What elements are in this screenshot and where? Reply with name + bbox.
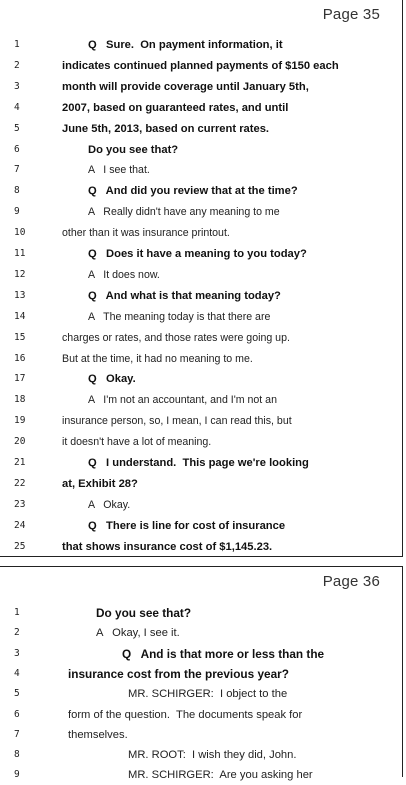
line-number: 17	[14, 373, 26, 385]
line-number: 3	[14, 647, 20, 659]
line-number: 11	[14, 248, 26, 259]
line-text: month will provide coverage until January 5th,	[62, 80, 309, 93]
line-number: 4	[14, 667, 20, 679]
line-text: 2007, based on guaranteed rates, and until	[62, 101, 289, 114]
line-text: But at the time, it had no meaning to me.	[62, 352, 253, 365]
line-number: 12	[14, 268, 26, 280]
line-text: form of the question. The documents speak for	[68, 708, 303, 721]
transcript-line	[0, 181, 400, 201]
transcript-line	[0, 664, 400, 684]
line-text: Q And is that more or less than the	[122, 646, 325, 661]
line-number: 7	[14, 164, 20, 176]
transcript-line	[0, 495, 400, 515]
line-number: 9	[14, 769, 20, 781]
transcript-line	[0, 369, 400, 389]
line-text: June 5th, 2013, based on current rates.	[62, 122, 270, 135]
transcript-line	[0, 390, 400, 410]
line-number: 4	[14, 101, 20, 113]
line-text: A Really didn't have any meaning to me	[88, 206, 280, 219]
transcript-line	[0, 265, 400, 285]
line-text: A I'm not an accountant, and I'm not an	[88, 394, 277, 407]
line-text: that shows insurance cost of $1,145.23.	[62, 540, 273, 553]
line-number: 2	[14, 59, 20, 71]
line-text: indicates continued planned payments of $150 each	[62, 59, 339, 72]
line-text: Q I understand. This page we're looking	[88, 457, 309, 469]
line-text: Do you see that?	[96, 606, 192, 620]
line-number: 1	[14, 39, 20, 50]
line-number: 10	[14, 227, 26, 239]
transcript-line	[0, 765, 400, 785]
line-number: 2	[14, 627, 20, 639]
transcript-line	[0, 307, 400, 327]
line-text: Q There is line for cost of insurance	[88, 519, 286, 532]
line-text: A It does now.	[88, 268, 160, 281]
line-number: 5	[14, 122, 20, 134]
transcript-line	[0, 35, 400, 55]
line-text: Q Okay.	[88, 373, 136, 386]
transcript-line	[0, 202, 400, 222]
line-text: it doesn't have a lot of meaning.	[62, 436, 212, 449]
page-number: Page 36	[322, 573, 380, 590]
transcript-line	[0, 160, 400, 180]
line-text: at, Exhibit 28?	[62, 477, 138, 490]
line-number: 13	[14, 289, 26, 301]
line-text: Do you see that?	[88, 143, 179, 156]
transcript-line	[0, 623, 400, 643]
line-number: 5	[14, 688, 20, 700]
line-text: Q And did you review that at the time?	[88, 185, 298, 198]
line-text: MR. SCHIRGER: Are you asking her	[128, 769, 313, 782]
transcript-line	[0, 98, 400, 118]
transcript-line	[0, 349, 400, 369]
line-text: themselves.	[68, 728, 128, 741]
line-number: 20	[14, 436, 26, 448]
transcript-line	[0, 411, 400, 431]
line-number: 25	[14, 540, 26, 552]
page-number: Page 35	[322, 6, 380, 23]
line-number: 18	[14, 394, 26, 406]
line-text: charges or rates, and those rates were going up.	[62, 331, 290, 344]
line-text: MR. SCHIRGER: I object to the	[128, 688, 288, 701]
transcript-line	[0, 684, 400, 704]
transcript-line	[0, 516, 400, 536]
line-number: 14	[14, 310, 26, 322]
transcript-line	[0, 644, 400, 664]
line-number: 7	[14, 728, 20, 740]
line-text: insurance cost from the previous year?	[68, 666, 289, 681]
line-number: 6	[14, 708, 20, 720]
line-text: other than it was insurance printout.	[62, 227, 230, 240]
line-text: MR. ROOT: I wish they did, John.	[128, 749, 297, 762]
transcript-line	[0, 453, 400, 473]
line-text: insurance person, so, I mean, I can read this, but	[62, 415, 292, 428]
line-number: 9	[14, 206, 20, 218]
transcript-line	[0, 432, 400, 452]
transcript-line	[0, 745, 400, 765]
line-number: 6	[14, 143, 20, 155]
line-number: 19	[14, 415, 26, 427]
transcript-line	[0, 537, 400, 557]
transcript-line	[0, 77, 400, 97]
line-text: Q And what is that meaning today?	[88, 289, 281, 302]
transcript-line	[0, 244, 400, 264]
line-text: A The meaning today is that there are	[88, 310, 271, 323]
line-text: A Okay, I see it.	[96, 627, 180, 640]
line-text: Q Does it have a meaning to you today?	[88, 248, 307, 260]
transcript-line	[0, 328, 400, 348]
line-text: A I see that.	[88, 164, 150, 177]
line-number: 15	[14, 331, 26, 343]
transcript-line	[0, 603, 400, 623]
line-number: 8	[14, 749, 20, 761]
transcript-line	[0, 474, 400, 494]
transcript-line	[0, 223, 400, 243]
line-number: 1	[14, 607, 20, 618]
line-number: 24	[14, 519, 26, 531]
line-number: 21	[14, 457, 26, 468]
transcript-line	[0, 725, 400, 745]
line-number: 23	[14, 498, 26, 510]
transcript-line	[0, 56, 400, 76]
transcript-line	[0, 286, 400, 306]
line-number: 8	[14, 185, 20, 197]
line-text: A Okay.	[88, 498, 131, 511]
transcript-line	[0, 119, 400, 139]
line-number: 16	[14, 352, 26, 364]
transcript-line	[0, 705, 400, 725]
transcript-page-36	[0, 566, 403, 782]
line-number: 22	[14, 477, 26, 489]
transcript-line	[0, 140, 400, 160]
line-number: 3	[14, 80, 20, 92]
line-text: Q Sure. On payment information, it	[88, 39, 283, 51]
